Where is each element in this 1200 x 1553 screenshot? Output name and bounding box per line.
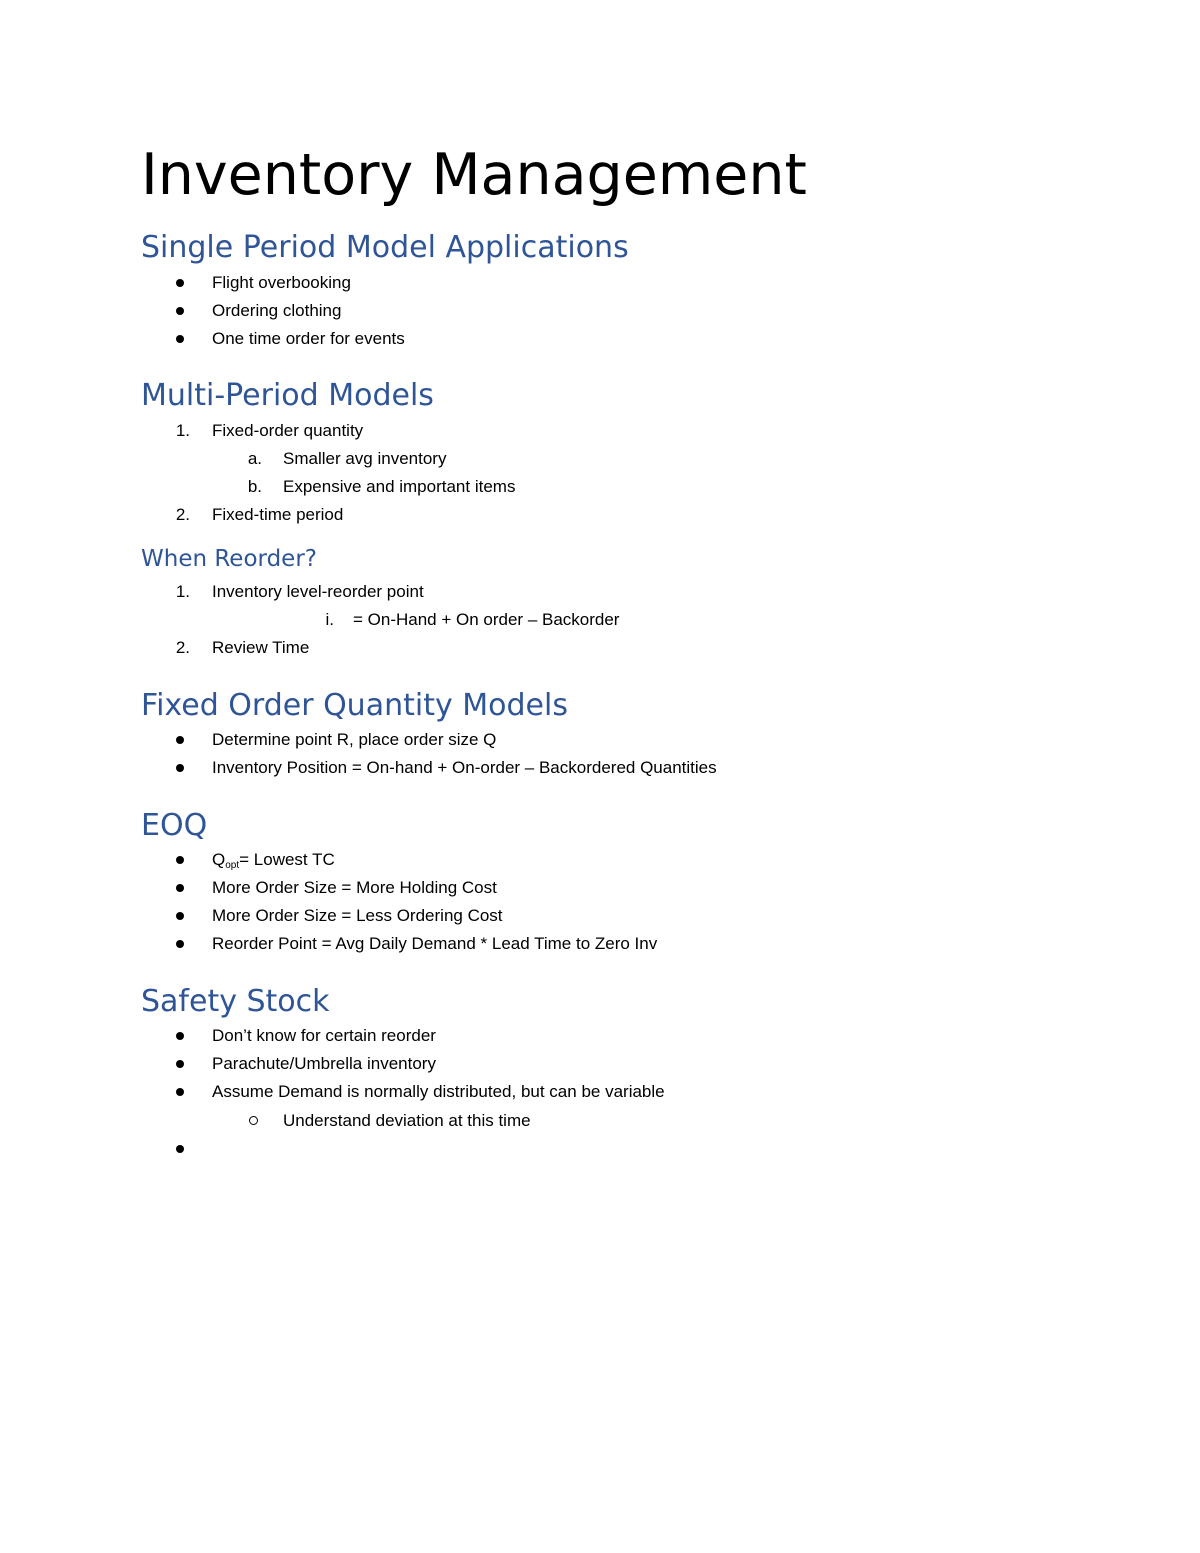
list-item-text: More Order Size = Less Ordering Cost [212,906,503,925]
q-definition: = Lowest TC [239,850,335,869]
list-item-text: Review Time [212,638,310,657]
bullet-icon [176,1145,184,1153]
bullet-icon [176,335,184,343]
heading-single-period: Single Period Model Applications [141,230,629,265]
list-item-text: Flight overbooking [212,273,351,292]
list-item-text: Assume Demand is normally distributed, but can be variable [212,1082,665,1101]
list-item-text: Reorder Point = Avg Daily Demand * Lead Time to Zero Inv [212,934,658,953]
document-title: Inventory Management [141,142,807,208]
list-item-text: Parachute/Umbrella inventory [212,1054,436,1073]
bullet-icon [176,307,184,315]
heading-when-reorder: When Reorder? [141,546,317,572]
list-item-text: Fixed-order quantity [212,421,364,440]
list-marker: b. [247,477,262,496]
heading-fixed-order-quantity: Fixed Order Quantity Models [141,688,568,723]
heading-eoq: EOQ [141,808,208,843]
list-marker: i. [325,610,334,629]
list-item-text: = On-Hand + On order – Backorder [353,610,620,629]
bullet-icon [176,940,184,948]
list-marker: 2. [175,505,190,524]
list-item-text: Fixed-time period [212,505,344,524]
bullet-icon [176,884,184,892]
list-item-text: More Order Size = More Holding Cost [212,878,497,897]
q-symbol: Q [212,850,226,869]
list-item-text: Inventory Position = On-hand + On-order – Backordered Quantities [212,758,717,777]
bullet-icon [176,1088,184,1096]
q-subscript: opt [225,860,240,871]
list-marker: 2. [175,638,190,657]
hollow-bullet-icon [249,1116,258,1125]
bullet-icon [176,279,184,287]
bullet-icon [176,912,184,920]
list-item-text: Don’t know for certain reorder [212,1026,436,1045]
list-item-text: One time order for events [212,329,405,348]
bullet-icon [176,736,184,744]
list-marker: 1. [175,421,190,440]
list-marker: 1. [175,582,190,601]
list-marker: a. [247,449,262,468]
bullet-icon [176,1060,184,1068]
bullet-icon [176,764,184,772]
list-item-text: Smaller avg inventory [283,449,447,468]
list-item-text: Ordering clothing [212,301,342,320]
list-item-text: Understand deviation at this time [283,1111,531,1130]
bullet-icon [176,1032,184,1040]
heading-multi-period: Multi-Period Models [141,378,434,413]
list-item-text: Determine point R, place order size Q [212,730,497,749]
bullet-icon [176,856,184,864]
list-item-text: Inventory level-reorder point [212,582,424,601]
list-item-text: Expensive and important items [283,477,516,496]
heading-safety-stock: Safety Stock [141,984,330,1019]
